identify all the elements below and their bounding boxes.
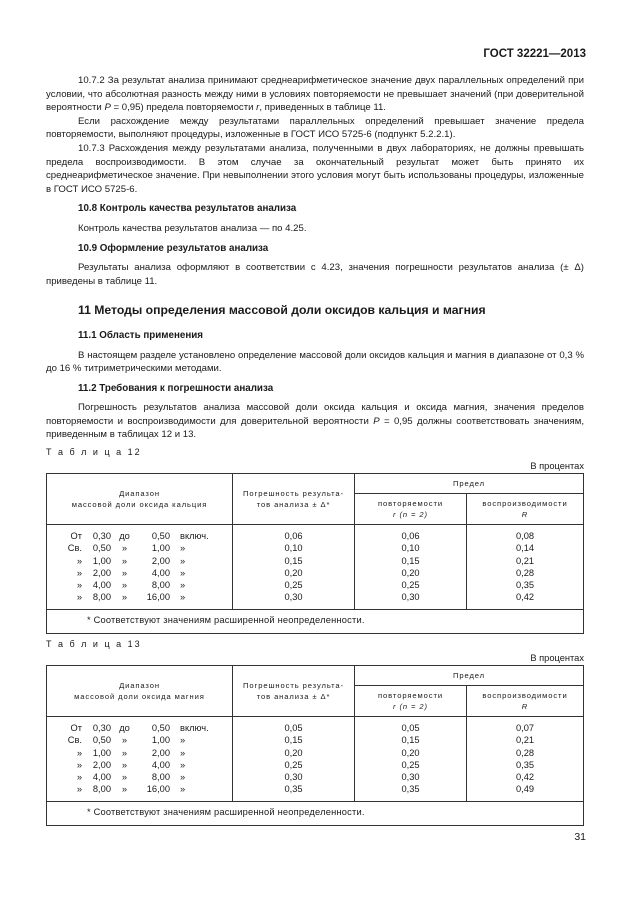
table-unit: В процентах <box>530 460 584 471</box>
range-cell: » <box>180 592 186 603</box>
range-cell: Св. <box>67 735 82 746</box>
range-cell: до <box>119 531 130 542</box>
range-cell: 4,00 <box>92 771 111 782</box>
error-value: 0,30 <box>284 592 303 603</box>
range-cell: 2,00 <box>151 747 170 758</box>
header-reproducibility: воспроизводимости R <box>467 494 584 525</box>
range-cell: 0,30 <box>92 531 111 542</box>
table-body-row <box>47 525 584 610</box>
error-value: 0,06 <box>284 531 303 542</box>
section-heading-11-1: 11.1 Область применения <box>78 329 203 341</box>
table-13-block <box>46 638 584 826</box>
error-value: 0,35 <box>284 784 303 795</box>
reproducibility-value: 0,42 <box>515 771 535 782</box>
repeatability-column <box>355 525 467 610</box>
range-cell: 2,00 <box>92 567 111 578</box>
range-cell: 0,50 <box>92 735 111 746</box>
header-error: Погрешность результа- тов анализа ± Δ* <box>233 666 355 717</box>
range-cell: 8,00 <box>151 771 170 782</box>
range-cell: » <box>76 567 82 578</box>
error-column <box>233 717 355 802</box>
range-cell: 0,50 <box>92 543 111 554</box>
range-cell: 4,00 <box>92 580 111 590</box>
range-column <box>47 525 233 610</box>
section-heading-11-2: 11.2 Требования к погрешности анализа <box>78 382 274 394</box>
table-unit: В процентах <box>530 652 584 663</box>
reproducibility-value: 0,08 <box>515 531 535 542</box>
error-column <box>233 525 355 610</box>
range-cell: » <box>121 592 128 603</box>
range-cell: » <box>180 735 186 746</box>
reproducibility-value: 0,21 <box>515 735 535 746</box>
paragraph-scope: В настоящем разделе установлено определение массовой доли оксидов кальция и магния в диапазоне от 0,3 % до 16 % титриметрическими методами. <box>46 349 584 375</box>
range-cell: » <box>180 543 186 554</box>
range-cell: » <box>76 555 82 566</box>
range-cell: От <box>70 531 82 542</box>
error-value: 0,05 <box>284 723 303 734</box>
repeatability-value: 0,25 <box>401 759 420 770</box>
repeatability-value: 0,06 <box>401 531 420 542</box>
error-value: 0,15 <box>284 555 303 566</box>
section-heading-11: 11 Методы определения массовой доли оксидов кальция и магния <box>78 303 486 318</box>
paragraph-repeatability-exceeded: Если расхождение между результатами параллельных определений превышает значение предела повторяемости, выполняют процедуры, изложенные в ГОСТ ИСО 5725-6 (подпункт 5.2.2.1). <box>46 115 584 141</box>
reproducibility-value: 0,14 <box>515 543 535 554</box>
paragraph-error-requirements: Погрешность результатов анализа массовой доли оксида кальция и оксида магния, значения пределов повторяемости и воспроизводимости для доверительной вероятности P = 0,95 должны соответствовать значениям, приведенным в таблицах 12 и 13. <box>46 402 585 441</box>
range-cell: 4,00 <box>151 759 170 770</box>
range-cell: 0,30 <box>92 723 111 734</box>
paragraph-10-7-2: 10.7.2 За результат анализа принимают среднеарифметическое значение двух параллельных определений при условии, что абсолютная разность между ними в условиях повторяемости не превышает значений (при доверительной вероятности P = 0,95) предела повторяемости r, приведенных в таблице 11. <box>46 75 584 114</box>
header-error: Погрешность результа- тов анализа ± Δ* <box>233 474 355 525</box>
reproducibility-value: 0,28 <box>515 747 535 758</box>
reproducibility-value: 0,49 <box>515 784 535 795</box>
header-range: Диапазон массовой доли оксида кальция <box>47 474 233 525</box>
range-cell: включ. <box>180 531 209 542</box>
document-header-code: ГОСТ 32221—2013 <box>483 48 586 60</box>
table-12-block <box>46 446 584 634</box>
table-body-row <box>47 717 584 802</box>
range-cell: 8,00 <box>92 784 111 795</box>
range-cell: » <box>180 580 186 590</box>
range-column <box>47 717 233 802</box>
repeatability-value: 0,05 <box>401 723 420 734</box>
range-cell: » <box>121 543 128 554</box>
range-cell: 0,50 <box>151 723 170 734</box>
reproducibility-value: 0,07 <box>515 723 535 734</box>
range-cell: 8,00 <box>92 592 111 603</box>
paragraph-quality-control: Контроль качества результатов анализа — по 4.25. <box>78 222 307 234</box>
error-value: 0,10 <box>284 543 303 554</box>
error-value: 0,20 <box>284 567 303 578</box>
range-cell: 4,00 <box>151 567 170 578</box>
range-cell: 16,00 <box>146 592 170 603</box>
range-cell: » <box>180 759 186 770</box>
repeatability-value: 0,20 <box>401 747 420 758</box>
table-footnote: * Соответствуют значениям расширенной неопределенности. <box>47 610 584 634</box>
document-body <box>46 74 584 826</box>
header-range: Диапазон массовой доли оксида магния <box>47 666 233 717</box>
data-table <box>46 473 584 634</box>
range-cell: 1,00 <box>92 555 111 566</box>
range-cell: » <box>180 784 186 795</box>
table-footnote: * Соответствуют значениям расширенной неопределенности. <box>47 802 584 826</box>
repeatability-value: 0,10 <box>401 543 420 554</box>
error-value: 0,20 <box>284 747 303 758</box>
reproducibility-value: 0,42 <box>515 592 535 603</box>
data-table <box>46 665 584 826</box>
section-heading-10-9: 10.9 Оформление результатов анализа <box>78 242 269 254</box>
range-cell: 0,50 <box>151 531 170 542</box>
reproducibility-value: 0,21 <box>515 555 535 566</box>
range-cell: » <box>121 784 128 795</box>
range-cell: » <box>121 735 128 746</box>
range-cell: 8,00 <box>151 580 170 590</box>
range-cell: включ. <box>180 723 209 734</box>
range-cell: 16,00 <box>146 784 170 795</box>
header-repeatability: повторяемости r (n = 2) <box>355 686 467 717</box>
range-cell: » <box>121 771 128 782</box>
range-cell: » <box>76 592 82 603</box>
range-cell: 1,00 <box>151 735 170 746</box>
error-value: 0,25 <box>284 580 303 590</box>
range-cell: » <box>180 555 186 566</box>
reproducibility-column <box>467 525 584 610</box>
repeatability-value: 0,30 <box>401 592 420 603</box>
table-caption: Т а б л и ц а 13 <box>46 638 142 649</box>
repeatability-value: 0,15 <box>401 555 420 566</box>
range-cell: » <box>121 567 128 578</box>
repeatability-value: 0,15 <box>401 735 420 746</box>
range-cell: до <box>119 723 130 734</box>
repeatability-column <box>355 717 467 802</box>
range-cell: » <box>76 771 82 782</box>
range-cell: 2,00 <box>151 555 170 566</box>
range-cell: 1,00 <box>151 543 170 554</box>
header-reproducibility: воспроизводимости R <box>467 686 584 717</box>
table-caption: Т а б л и ц а 12 <box>46 447 142 458</box>
error-value: 0,15 <box>284 735 303 746</box>
header-limit: Предел <box>355 474 584 494</box>
range-cell: 1,00 <box>92 747 111 758</box>
paragraph-result-format: Результаты анализа оформляют в соответствии с 4.23, значения погрешности результатов анализа (± Δ) приведены в таблице 11. <box>46 262 584 287</box>
reproducibility-value: 0,35 <box>515 580 535 590</box>
header-limit: Предел <box>355 666 584 686</box>
range-cell: » <box>121 580 128 590</box>
range-cell: » <box>76 580 82 590</box>
range-cell: От <box>70 723 82 734</box>
reproducibility-value: 0,35 <box>515 759 535 770</box>
range-cell: » <box>121 759 128 770</box>
range-cell: » <box>76 759 82 770</box>
reproducibility-value: 0,28 <box>515 567 535 578</box>
range-cell: » <box>76 747 82 758</box>
repeatability-value: 0,30 <box>401 771 420 782</box>
repeatability-value: 0,20 <box>401 567 420 578</box>
reproducibility-column <box>467 717 584 802</box>
page-number: 31 <box>574 831 586 843</box>
paragraph-10-7-3: 10.7.3 Расхождения между результатами анализа, полученными в двух лабораториях, не должны превышать предела воспроизводимости. В этом случае за окончательный результат может быть принято их среднеарифметическое значение. При невыполнении этого условия могут быть использованы процедуры, изложенные в ГОСТ ИСО 5725-6. <box>46 142 584 195</box>
range-cell: » <box>180 771 186 782</box>
range-cell: » <box>180 567 186 578</box>
header-repeatability: повторяемости r (n = 2) <box>355 494 467 525</box>
error-value: 0,25 <box>284 759 303 770</box>
range-cell: 2,00 <box>92 759 111 770</box>
range-cell: » <box>180 747 186 758</box>
range-cell: » <box>121 555 128 566</box>
repeatability-value: 0,35 <box>401 784 420 795</box>
range-cell: » <box>76 784 82 795</box>
error-value: 0,30 <box>284 771 303 782</box>
range-cell: Св. <box>67 543 82 554</box>
range-cell: » <box>121 747 128 758</box>
section-heading-10-8: 10.8 Контроль качества результатов анализа <box>78 203 297 215</box>
repeatability-value: 0,25 <box>401 580 420 590</box>
